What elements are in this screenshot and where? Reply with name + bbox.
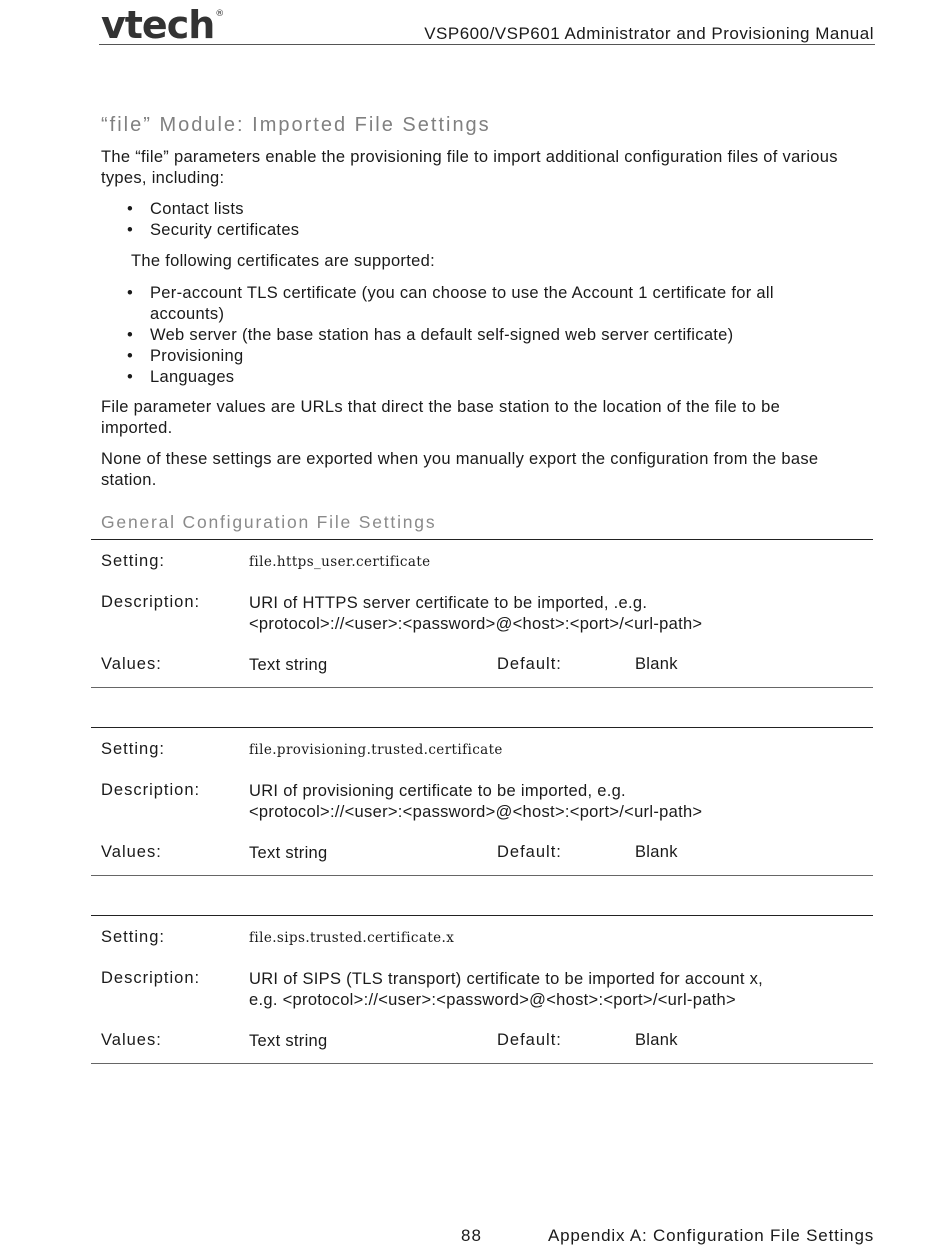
page-number: 88 <box>461 1226 482 1245</box>
footer-section-title: Appendix A: Configuration File Settings <box>547 1226 874 1245</box>
setting-block-provisioning <box>91 727 873 876</box>
certificates-list <box>101 283 841 388</box>
list-item: • Web server (the base station has a default self-signed web server certificate) <box>101 325 841 346</box>
intro-paragraph: The “file” parameters enable the provisioning file to import additional configuration files of various types, including: <box>101 148 838 187</box>
description-label: Description: <box>101 781 201 799</box>
default-value: Blank <box>635 843 678 861</box>
values-text: Text string <box>249 844 328 862</box>
setting-label: Setting: <box>101 740 165 758</box>
vtech-logo <box>101 3 224 47</box>
default-label: Default: <box>497 655 562 673</box>
default-label: Default: <box>497 1031 562 1049</box>
logo-text: vtech <box>101 3 215 47</box>
export-paragraph: None of these settings are exported when you manually export the configuration from the base station. <box>101 450 819 489</box>
default-label: Default: <box>497 843 562 861</box>
setting-name: file.provisioning.trusted.certificate <box>249 742 503 758</box>
list-item: • Per-account TLS certificate (you can choose to use the Account 1 certificate for all accounts) <box>101 283 841 325</box>
description-line-1: URI of SIPS (TLS transport) certificate to be imported for account x, <box>249 970 764 988</box>
description-line-1: URI of HTTPS server certificate to be imported, .e.g. <box>249 594 648 612</box>
setting-block-https-user <box>91 539 873 688</box>
setting-label: Setting: <box>101 928 165 946</box>
values-label: Values: <box>101 655 162 673</box>
header-divider <box>99 44 875 45</box>
certs-intro: The following certificates are supported: <box>131 252 435 270</box>
default-value: Blank <box>635 655 678 673</box>
description-line-2: e.g. <protocol>://<user>:<password>@<host>:<port>/<url-path> <box>249 991 736 1009</box>
manual-title: VSP600/VSP601 Administrator and Provisioning Manual <box>424 24 874 43</box>
registered-mark: ® <box>215 9 224 19</box>
list-item: • Contact lists <box>101 199 841 220</box>
list-item: • Provisioning <box>101 346 841 367</box>
urls-paragraph: File parameter values are URLs that direct the base station to the location of the file to be imported. <box>101 398 781 437</box>
values-text: Text string <box>249 656 328 674</box>
description-line-1: URI of provisioning certificate to be imported, e.g. <box>249 782 626 800</box>
default-value: Blank <box>635 1031 678 1049</box>
general-settings-heading: General Configuration File Settings <box>101 512 437 532</box>
description-line-2: <protocol>://<user>:<password>@<host>:<port>/<url-path> <box>249 615 703 633</box>
section-heading: “file” Module: Imported File Settings <box>101 114 491 136</box>
values-label: Values: <box>101 843 162 861</box>
values-text: Text string <box>249 1032 328 1050</box>
description-line-2: <protocol>://<user>:<password>@<host>:<port>/<url-path> <box>249 803 703 821</box>
file-types-list <box>101 199 841 241</box>
values-label: Values: <box>101 1031 162 1049</box>
setting-name: file.sips.trusted.certificate.x <box>249 930 455 946</box>
setting-label: Setting: <box>101 552 165 570</box>
list-item: • Languages <box>101 367 841 388</box>
setting-name: file.https_user.certificate <box>249 554 431 570</box>
setting-block-sips <box>91 915 873 1064</box>
description-label: Description: <box>101 969 201 987</box>
description-label: Description: <box>101 593 201 611</box>
list-item: • Security certificates <box>101 220 841 241</box>
